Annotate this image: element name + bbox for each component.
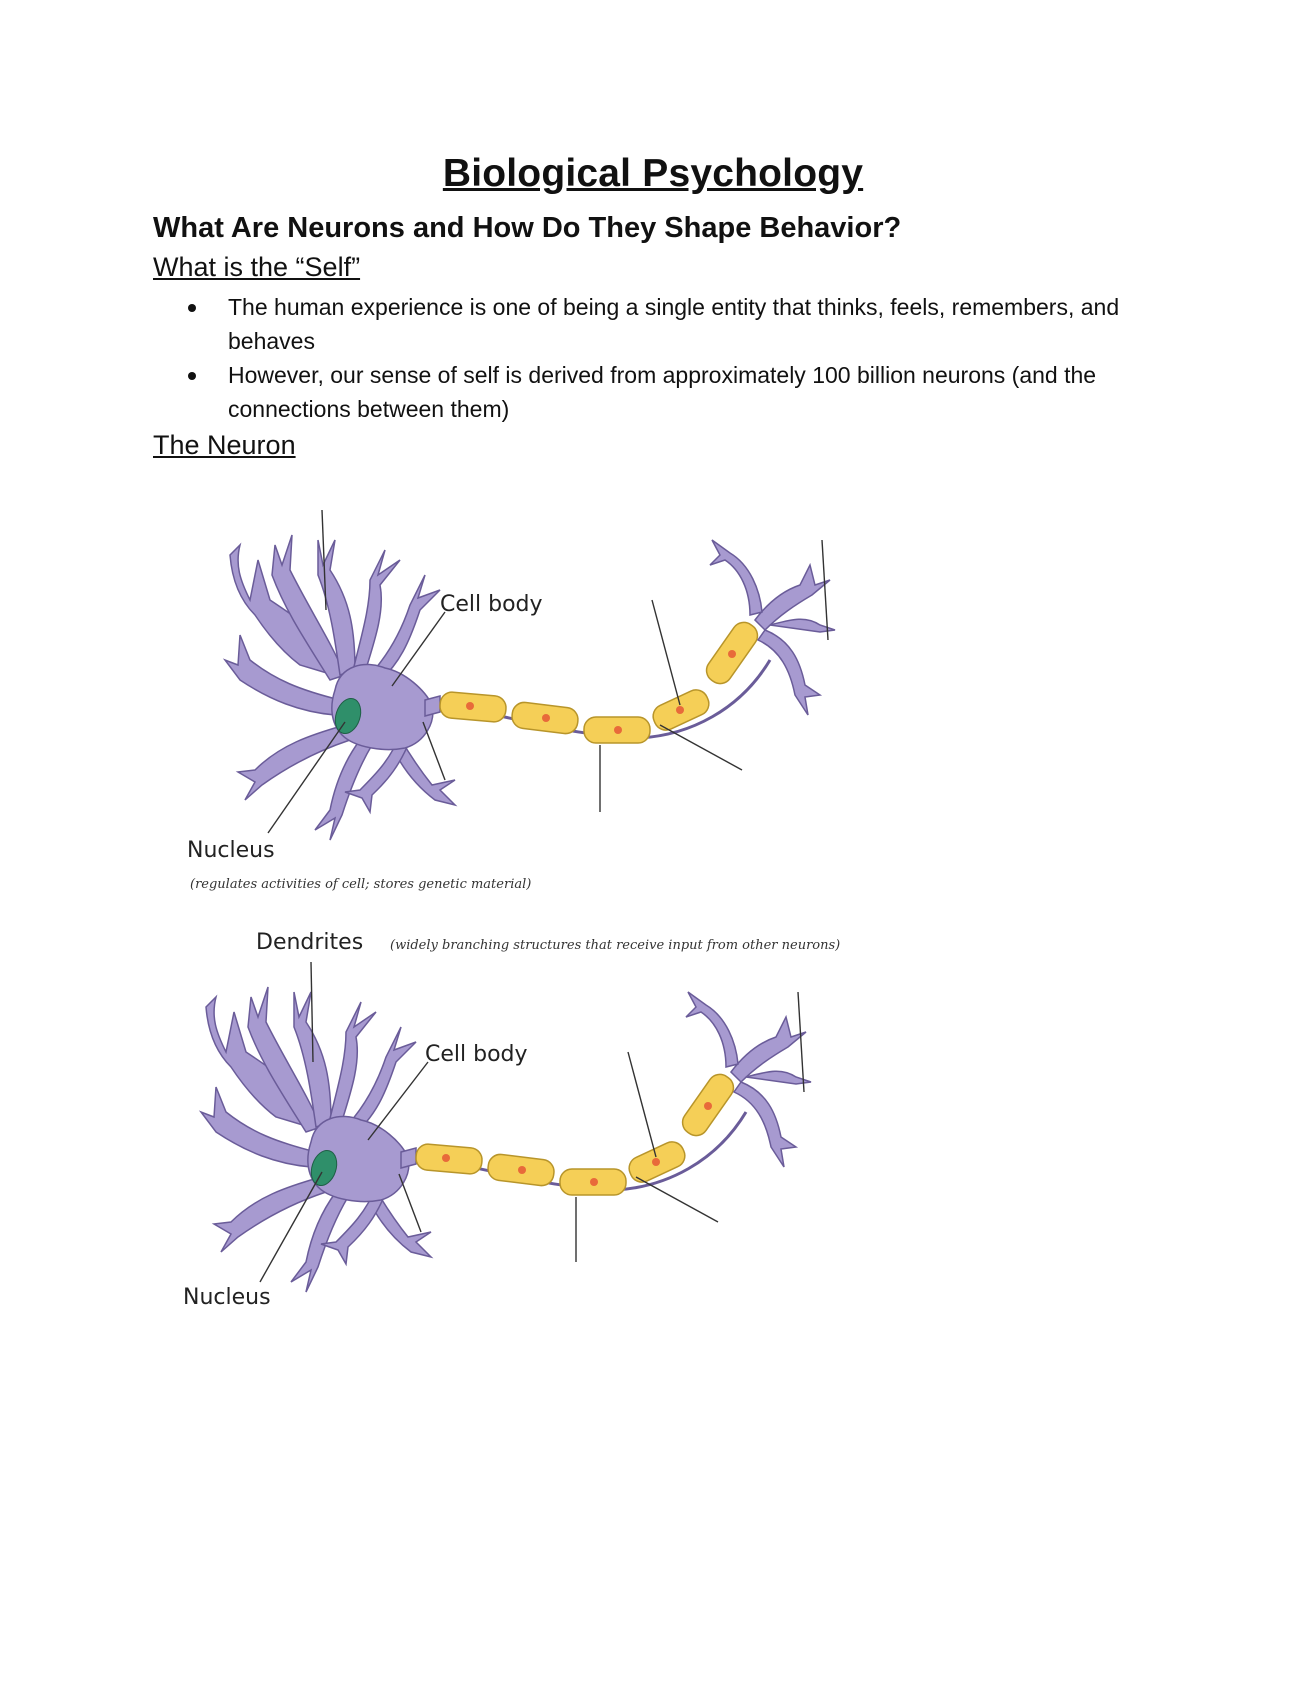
nucleus-label: Nucleus (187, 838, 275, 863)
neuron-illustration (201, 987, 811, 1292)
dendrites-note: (widely branching structures that receive input from other neurons) (390, 938, 841, 953)
nucleus-note: (regulates activities of cell; stores genetic material) (190, 877, 532, 892)
page-subtitle: What Are Neurons and How Do They Shape Behavior? (153, 212, 902, 244)
cell-body-label: Cell body (425, 1042, 528, 1067)
section-heading-self: What is the “Self” (153, 252, 361, 282)
axon-terminals (686, 992, 811, 1167)
bullet-text: The human experience is one of being a single entity that thinks, feels, remembers, and behaves (228, 294, 1120, 354)
nucleus-label: Nucleus (183, 1285, 271, 1310)
page-title: Biological Psychology (442, 152, 864, 195)
myelin-sheath (415, 1070, 738, 1195)
bullet-text: However, our sense of self is derived from approximately 100 billion neurons (and the connections between them) (228, 362, 1097, 422)
axon-hillock (401, 1148, 416, 1168)
dendrites-label: Dendrites (256, 930, 364, 955)
cell-body-label: Cell body (440, 592, 543, 617)
section-heading-neuron: The Neuron (153, 430, 296, 460)
